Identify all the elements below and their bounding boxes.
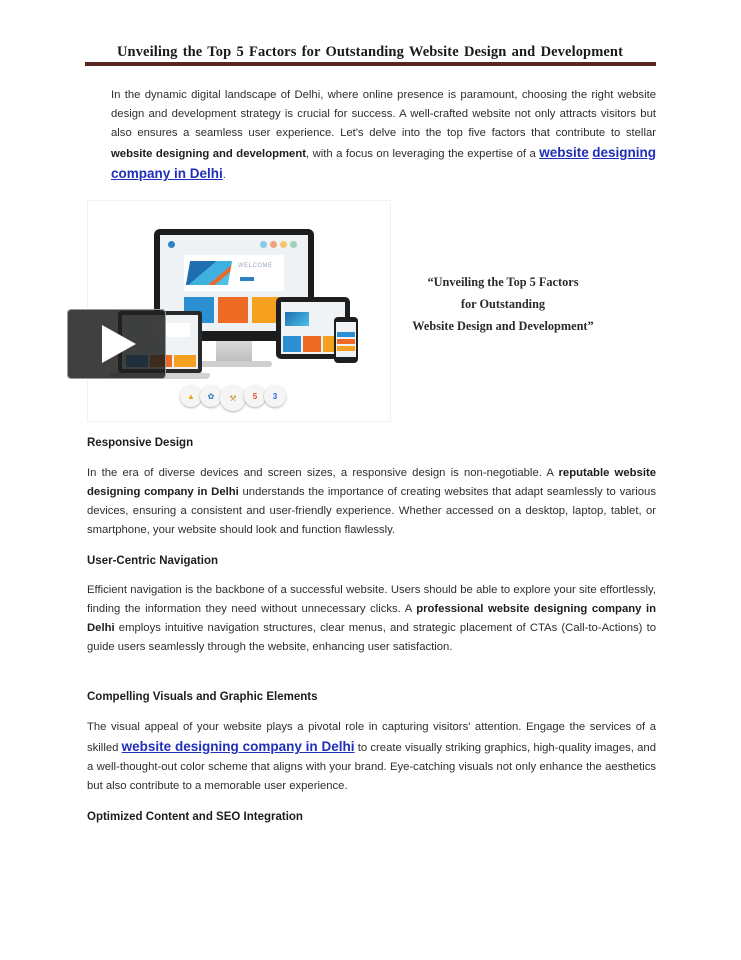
heading-user-centric-navigation: User-Centric Navigation: [87, 555, 219, 567]
play-icon: [102, 325, 136, 363]
intro-bold-keyword: website designing and development: [111, 148, 306, 160]
heading-compelling-visuals: Compelling Visuals and Graphic Elements: [87, 691, 318, 703]
tools-icon: ⚒: [220, 385, 246, 411]
section-bold-keyword: reputable website designing company in Delhi: [87, 467, 656, 498]
paragraph-compelling-visuals: [87, 718, 656, 796]
document-title: Unveiling the Top 5 Factors for Outstanding Website Design and Development: [116, 44, 624, 60]
heading-responsive-design: Responsive Design: [87, 437, 194, 449]
intro-text: In the dynamic digital landscape of Delhi, where online presence is paramount, choosing the right website design and development strategy is crucial for success. A well-crafted website not only attracts visitors but also ensures a seamless user experience. Let's delve into the top five factors that contribute to stellar: [111, 89, 656, 139]
quote-line-1: “Unveiling the Top 5 Factors: [427, 275, 579, 289]
intro-end: .: [222, 169, 226, 181]
intro-link-website[interactable]: website: [539, 145, 589, 160]
paragraph-user-centric-navigation: [87, 581, 656, 657]
section-text: to create visually striking graphics, high-quality images, and a well-thought-out color scheme that aligns with your brand. Eye-catching visuals not only enhance the aesthetics but also contribute to a memorable user experience.: [87, 742, 656, 792]
section-text: In the era of diverse devices and screen sizes, a responsive design is non-negotiable. A: [87, 467, 559, 479]
quote-line-2: for Outstanding: [460, 297, 546, 311]
play-video-button[interactable]: [67, 309, 166, 379]
link-website-designing-company[interactable]: website designing company in Delhi: [121, 739, 355, 754]
quote-line-3: Website Design and Development”: [412, 319, 594, 333]
intro-paragraph: [111, 86, 656, 185]
paragraph-responsive-design: [87, 464, 656, 540]
hero-quote: [398, 271, 608, 337]
section-text: employs intuitive navigation structures, clear menus, and strategic placement of CTAs (Call-to-Actions) to guide users seamlessly through the website, enhancing user satisfaction.: [87, 622, 656, 653]
screen-welcome-text: WELCOME: [238, 263, 273, 269]
section-text: Efficient navigation is the backbone of a successful website. Users should be able to explore your site effortlessly, finding the information they need without unnecessary clicks. A: [87, 584, 656, 615]
chart-icon: ▲: [180, 385, 202, 407]
intro-link-company[interactable]: designing company in Delhi: [111, 145, 656, 181]
section-text: The visual appeal of your website plays a pivotal role in capturing visitors' attention. Engage the services of a skilled: [87, 721, 656, 754]
intro-text-2: , with a focus on leveraging the expertise of a: [305, 148, 540, 160]
tech-badges: [180, 385, 284, 411]
heading-optimized-content-seo: Optimized Content and SEO Integration: [87, 811, 303, 823]
html5-icon: 5: [244, 385, 266, 407]
title-divider: [85, 62, 656, 66]
feather-icon: ✿: [200, 385, 222, 407]
section-bold-keyword: professional website designing company in Delhi: [87, 603, 657, 634]
section-text: understands the importance of creating websites that adapt seamlessly to various devices, ensuring a consistent and user-friendly experience. Whether accessed on a desktop, laptop, tablet, or smartphone, your website should look and function flawlessly.: [87, 486, 656, 536]
phone-illustration: [334, 317, 358, 363]
css3-icon: 3: [264, 385, 286, 407]
